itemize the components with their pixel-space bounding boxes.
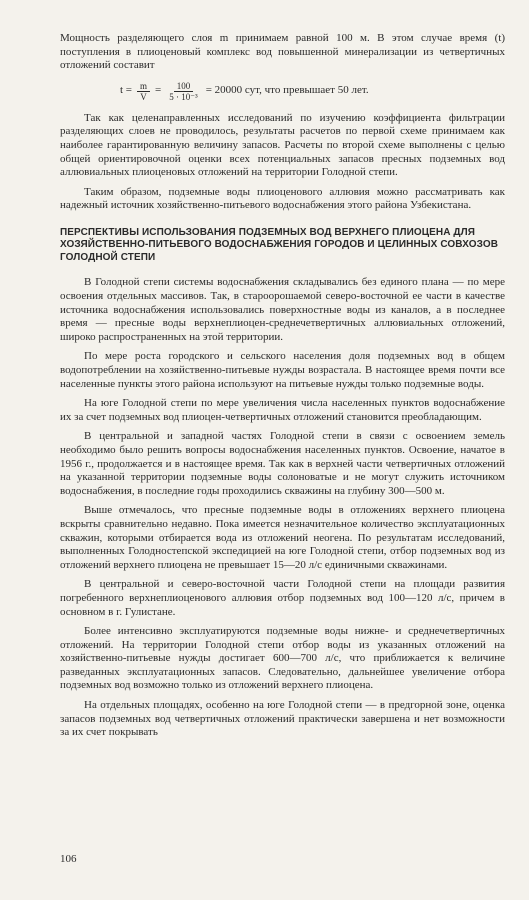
section-heading: ПЕРСПЕКТИВЫ ИСПОЛЬЗОВАНИЯ ПОДЗЕМНЫХ ВОД ВЕРХНЕГО ПЛИОЦЕНА ДЛЯ ХОЗЯЙСТВЕННО-ПИТЬЕВОГО ВОДОСНАБЖЕНИЯ ГОРОДОВ И ЦЕЛИННЫХ СОВХОЗОВ ГОЛОДНОЙ СТЕПИ	[60, 226, 499, 263]
fraction-2-numerator: 100	[174, 81, 194, 92]
formula-lhs: t =	[120, 84, 133, 97]
fraction-1-denominator: V	[140, 91, 147, 102]
paragraph-body-7: Более интенсивно эксплуатируются подземные воды нижне- и среднечетвертичных отложений. На территории Голодной степи отбор воды из указанных отложений на хозяйственно-питьевые нужды достигает 600—700 л/с, что приближается к величине разведанных эксплуатационных запасов. Следовательно, дальнейшее увеличение отбора подземных вод возможно только из отложений верхнего плиоцена.	[60, 625, 505, 692]
paragraph-body-2: По мере роста городского и сельского населения доля подземных вод в общем водопотреблении на хозяйственно-питьевые нужды возрастала. В настоящее время почти все населенные пункты этого района используют на питьевые нужды только подземные воды.	[60, 350, 505, 390]
paragraph-body-4: В центральной и западной частях Голодной степи в связи с освоением земель необходимо было решить вопросы водоснабжения населенных пунктов. Освоение, начатое в 1956 г., продолжается и в настоящее время. Так как в верхней части четвертичных отложений на указанной территории подземные воды солоноватые и не могут служить источником водоснабжения, в последние годы проходились скважины на глубину 300—500 м.	[60, 430, 505, 497]
paragraph-body-6: В центральной и северо-восточной части Голодной степи на площади развития погребенного верхнеплиоценового аллювия отбор подземных вод 100—120 л/с, причем в основном в г. Гулистане.	[60, 578, 505, 618]
formula-fraction-1	[137, 81, 150, 102]
paragraph-body-1: В Голодной степи системы водоснабжения складывались без единого плана — по мере освоения отдельных массивов. Так, в староорошаемой северо-восточной ее части в качестве источника водоснабжения использовались поверхностные воды из каналов, а в последнее время — пресные воды верхнеплиоцен-среднечетвертичных аллювиальных отложений, широко распространенных на этой территории.	[60, 276, 505, 343]
formula-fraction-2	[166, 81, 200, 102]
paragraph-body-5: Выше отмечалось, что пресные подземные воды в отложениях верхнего плиоцена вскрыты сравнительно недавно. Пока имеется незначительное количество эксплуатационных скважин, которыми отбирается вода из отложений неогена. По результатам исследований, выполненных Голодностепской экспедицией на юге Голодной степи, отбор подземных вод из отложений верхнего плиоцена не превышает 15—20 л/с единичными скважинами.	[60, 504, 505, 571]
fraction-1-numerator: m	[137, 81, 150, 92]
formula	[60, 81, 505, 102]
formula-rhs: = 20000 сут, что превышает 50 лет.	[205, 84, 369, 97]
paragraph-intro: Мощность разделяющего слоя m принимаем равной 100 м. В этом случае время (t) поступления в плиоценовый комплекс вод повышенной минерализации из четвертичных отложений составит	[60, 32, 505, 72]
paragraph-body-3: На юге Голодной степи по мере увеличения числа населенных пунктов водоснабжение их за счет подземных вод плиоцен-четвертичных отложений становится преобладающим.	[60, 397, 505, 423]
paragraph-conclusion: Таким образом, подземные воды плиоценового аллювия можно рассматривать как надежный источник хозяйственно-питьевого водоснабжения этого района Узбекистана.	[60, 185, 505, 212]
formula-equals: =	[155, 84, 162, 97]
paragraph-body-8: На отдельных площадях, особенно на юге Голодной степи — в предгорной зоне, оценка запасов подземных вод четвертичных отложений практически завершена и нет возможности за их счет покрывать	[60, 699, 505, 739]
fraction-2-denominator: 5 · 10⁻³	[169, 91, 198, 102]
paragraph-calc-results: Так как целенаправленных исследований по изучению коэффициента фильтрации разделяющих слоев не проводилось, результаты расчетов по первой схеме принимаем как наиболее гарантированную величину запасов. Расчеты по второй схеме выполнены с целью общей ориентировочной оценки всех потенциальных запасов пресных подземных вод аллювиальных плиоценовых отложений на территории Голодной степи.	[60, 111, 505, 179]
page-body	[60, 32, 505, 740]
page-number: 106	[60, 853, 77, 865]
